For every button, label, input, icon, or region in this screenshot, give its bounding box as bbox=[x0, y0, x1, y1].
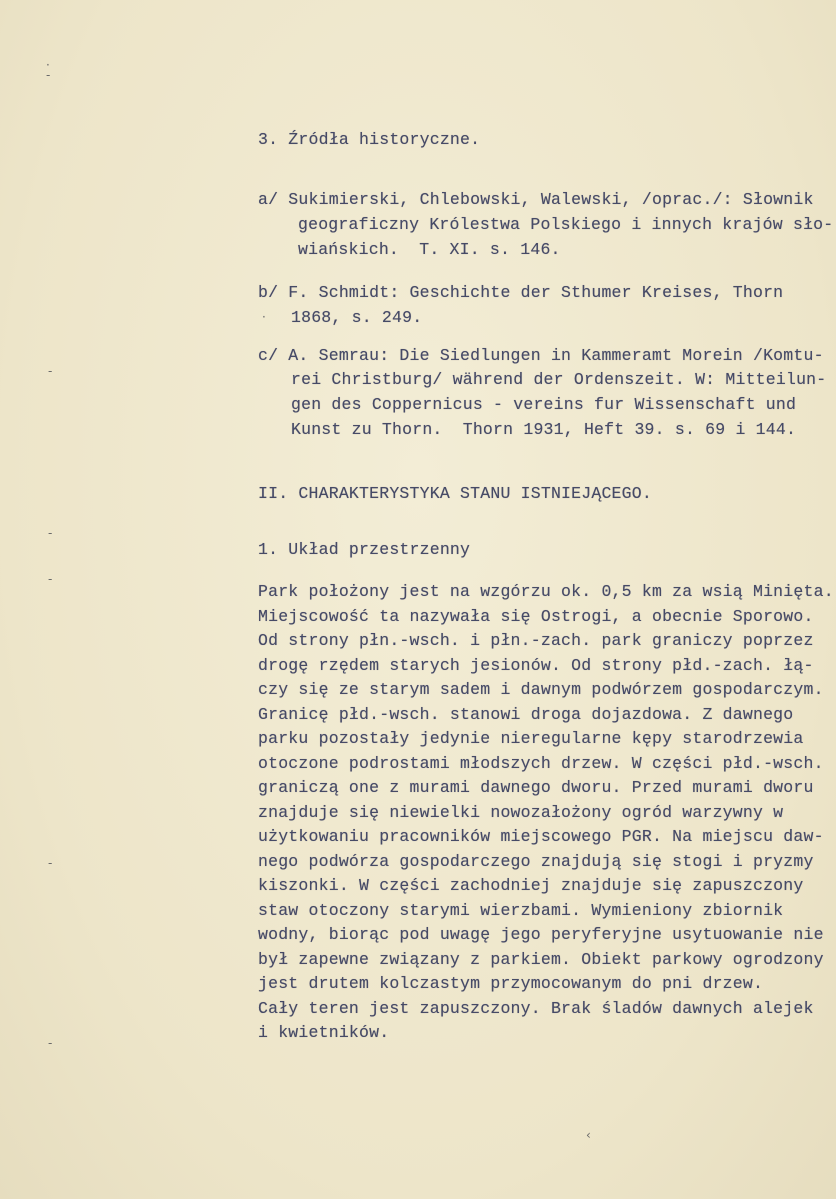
paragraph-line: użytkowaniu pracowników miejscowego PGR. Na miejscu daw- bbox=[258, 827, 824, 846]
paragraph-line: otoczone podrostami młodszych drzew. W części płd.-wsch. bbox=[258, 753, 824, 773]
margin-mark: · bbox=[46, 58, 50, 72]
subsection-heading: 1. Układ przestrzenny bbox=[258, 540, 471, 559]
section-heading: II. CHARAKTERYSTYKA STANU ISTNIEJĄCEGO. bbox=[258, 484, 652, 503]
paragraph-line: Cały teren jest zapuszczony. Brak śladów dawnych alejek bbox=[258, 998, 814, 1018]
paragraph-line: jest drutem kolczastym przymocowanym do pni drzew. bbox=[258, 974, 764, 993]
margin-mark: · bbox=[262, 310, 266, 324]
paragraph-line: drogę rzędem starych jesionów. Od strony płd.-zach. łą- bbox=[258, 655, 814, 675]
margin-mark: - bbox=[48, 1036, 53, 1050]
paragraph-line: był zapewne związany z parkiem. Obiekt parkowy ogrodzony bbox=[258, 949, 824, 969]
margin-mark: - bbox=[48, 526, 53, 540]
paragraph-line: kiszonki. W części zachodniej znajduje się zapuszczony bbox=[258, 876, 804, 895]
paragraph-line: Park położony jest na wzgórzu ok. 0,5 km za wsią Minięta. bbox=[258, 582, 834, 601]
margin-mark: - bbox=[46, 68, 51, 82]
source-line: wiańskich. T. XI. s. 146. bbox=[298, 240, 561, 259]
paragraph-line: i kwietników. bbox=[258, 1023, 390, 1042]
source-item-a bbox=[258, 190, 834, 285]
paragraph-line: staw otoczony starymi wierzbami. Wymieniony zbiornik bbox=[258, 900, 784, 920]
margin-mark: - bbox=[48, 364, 53, 378]
paragraph-line: znajduje się niewielki nowozałożony ogród warzywny w bbox=[258, 802, 784, 822]
source-line: 1868, s. 249. bbox=[291, 308, 423, 327]
source-line: c/ A. Semrau: Die Siedlungen in Kammeramt Morein /Komtu- bbox=[258, 346, 824, 365]
margin-mark: ‹ bbox=[586, 1128, 591, 1142]
sources-heading: 3. Źródła historyczne. bbox=[258, 130, 481, 149]
source-line: b/ F. Schmidt: Geschichte der Sthumer Kreises, Thorn bbox=[258, 283, 784, 302]
margin-mark: - bbox=[48, 856, 53, 870]
paragraph-line: Granicę płd.-wsch. stanowi droga dojazdowa. Z dawnego bbox=[258, 704, 794, 724]
source-line: gen des Coppernicus - vereins fur Wissenschaft und bbox=[291, 395, 797, 414]
paragraph-line: czy się ze starym sadem i dawnym podwórzem gospodarczym. bbox=[258, 680, 824, 699]
source-line: rei Christburg/ während der Ordenszeit. W: Mitteilun- bbox=[291, 370, 827, 389]
source-line: Kunst zu Thorn. Thorn 1931, Heft 39. s. 69 i 144. bbox=[291, 420, 797, 439]
paragraph-line: Od strony płn.-wsch. i płn.-zach. park graniczy poprzez bbox=[258, 631, 814, 650]
paragraph-line: wodny, biorąc pod uwagę jego peryferyjne usytuowanie nie bbox=[258, 925, 824, 944]
paragraph-line: Miejscowość ta nazywała się Ostrogi, a obecnie Sporowo. bbox=[258, 606, 814, 626]
source-item-c bbox=[258, 346, 827, 460]
paragraph-line: nego podwórza gospodarczego znajdują się stogi i pryzmy bbox=[258, 851, 814, 871]
source-line: geograficzny Królestwa Polskiego i innych krajów sło- bbox=[298, 215, 834, 234]
margin-mark: - bbox=[48, 572, 53, 586]
paragraph-line: parku pozostały jedynie nieregularne kępy starodrzewia bbox=[258, 729, 804, 748]
paragraph-line: graniczą one z murami dawnego dworu. Przed murami dworu bbox=[258, 778, 814, 797]
source-line: a/ Sukimierski, Chlebowski, Walewski, /oprac./: Słownik bbox=[258, 190, 814, 209]
body-paragraph bbox=[258, 582, 834, 1042]
